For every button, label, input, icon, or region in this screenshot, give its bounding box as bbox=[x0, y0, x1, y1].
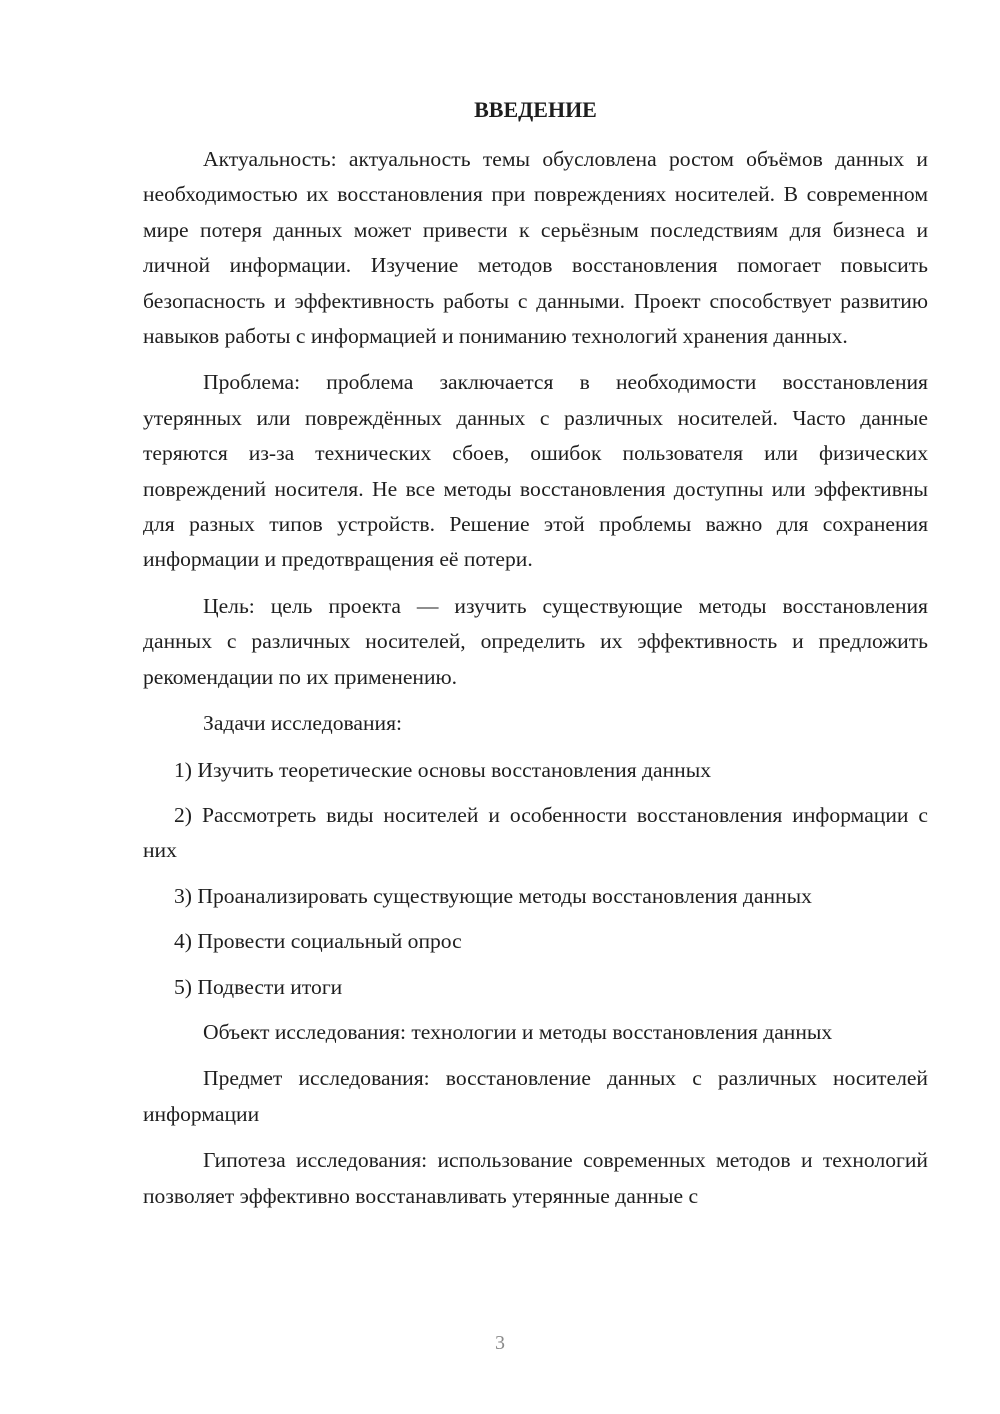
task-item-1: 1) Изучить теоретические основы восстановления данных bbox=[174, 757, 712, 782]
paragraph-hypothesis: Гипотеза исследования: использование современных методов и технологий позволяет эффективно восстанавливать утерянные данные с bbox=[143, 1148, 928, 1208]
page-number: 3 bbox=[495, 1332, 505, 1354]
task-item-3: 3) Проанализировать существующие методы восстановления данных bbox=[174, 883, 812, 908]
paragraph-goal: Цель: цель проекта — изучить существующие методы восстановления данных с различных носителей, определить их эффективность и предложить рекомендации по их применению. bbox=[143, 593, 928, 689]
task-item-5: 5) Подвести итоги bbox=[174, 974, 343, 999]
task-item-4: 4) Провести социальный опрос bbox=[174, 929, 462, 954]
section-heading: ВВЕДЕНИЕ bbox=[474, 97, 597, 122]
paragraph-subject: Предмет исследования: восстановление данных с различных носителей информации bbox=[143, 1066, 928, 1126]
paragraph-object: Объект исследования: технологии и методы восстановления данных bbox=[203, 1019, 833, 1044]
paragraph-problem: Проблема: проблема заключается в необходимости восстановления утерянных или повреждённых данных с различных носителей. Часто данные теряются из-за технических сбоев, ошибок пользователя или физических повреждений носителя. Не все методы восстановления доступны или эффективны для разных типов устройств. Решение этой проблемы важно для сохранения информации и предотвращения её потери. bbox=[143, 370, 928, 572]
document-page bbox=[143, 94, 928, 1225]
tasks-heading: Задачи исследования: bbox=[203, 711, 403, 736]
task-item-2: 2) Рассмотреть виды носителей и особенности восстановления информации с них bbox=[143, 802, 928, 863]
paragraph-relevance: Актуальность: актуальность темы обусловлена ростом объёмов данных и необходимостью их восстановления при повреждениях носителей. В современном мире потеря данных может привести к серьёзным последствиям для бизнеса и личной информации. Изучение методов восстановления помогает повысить безопасность и эффективность работы с данными. Проект способствует развитию навыков работы с информацией и пониманию технологий хранения данных. bbox=[143, 147, 928, 349]
